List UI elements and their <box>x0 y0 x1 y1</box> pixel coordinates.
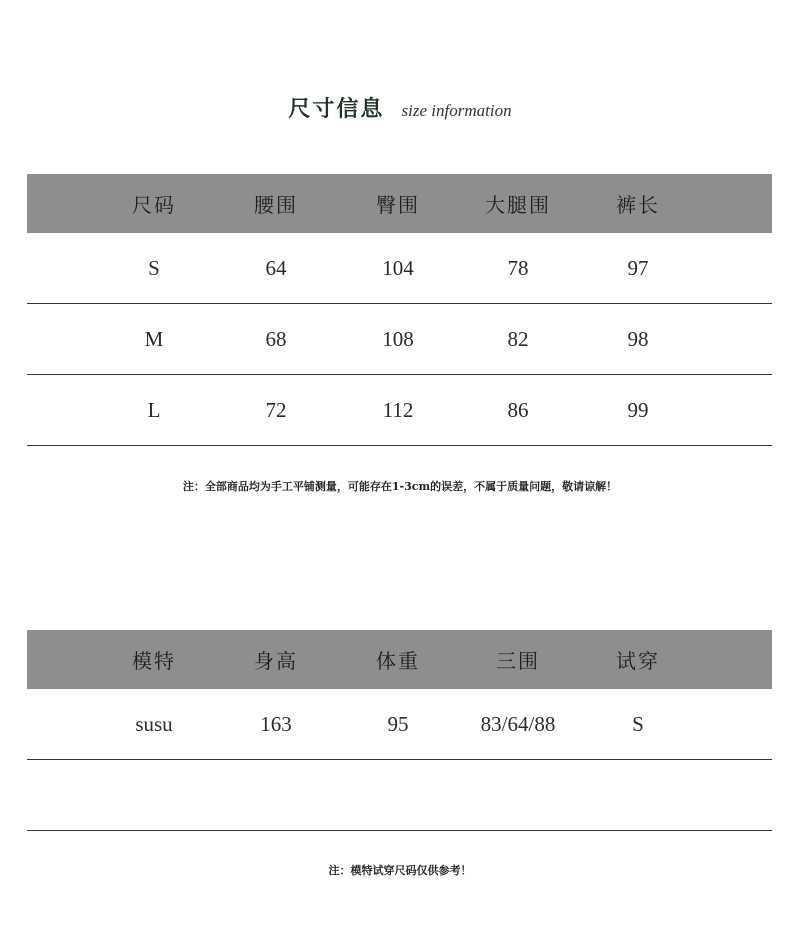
header-measurements: 三围 <box>496 649 540 673</box>
cell-waist: 68 <box>265 326 287 351</box>
cell-thigh: 82 <box>507 326 529 351</box>
model-table <box>27 630 772 831</box>
table-row <box>27 233 772 304</box>
header-fitting-size: 试穿 <box>616 649 660 673</box>
header-size: 尺码 <box>132 193 176 217</box>
cell-thigh: 78 <box>507 255 529 280</box>
table-row-empty <box>27 760 772 831</box>
size-table <box>27 174 772 446</box>
cell-hip: 108 <box>382 326 414 351</box>
cell-length: 98 <box>627 326 649 351</box>
table-row <box>27 304 772 375</box>
model-table-header <box>27 630 772 689</box>
cell-hip: 112 <box>382 397 414 422</box>
header-weight: 体重 <box>376 649 420 673</box>
table-row <box>27 375 772 446</box>
size-note: 注：全部商品均为手工平铺测量，可能存在1-3cm的误差，不属于质量问题，敬请谅解！ <box>182 480 618 493</box>
cell-thigh: 86 <box>507 397 529 422</box>
cell-model: susu <box>135 711 173 736</box>
cell-hip: 104 <box>382 255 414 280</box>
title-chinese: 尺寸信息 <box>288 96 385 122</box>
cell-waist: 72 <box>265 397 287 422</box>
size-table-header <box>27 174 772 233</box>
model-note: 注：模特试穿尺码仅供参考！ <box>328 864 472 877</box>
cell-height: 163 <box>260 711 292 736</box>
cell-waist: 64 <box>265 255 287 280</box>
cell-length: 99 <box>627 397 649 422</box>
page-title <box>0 92 800 123</box>
header-model: 模特 <box>132 649 176 673</box>
table-row <box>27 689 772 760</box>
cell-length: 97 <box>627 255 649 280</box>
cell-size: M <box>144 326 164 351</box>
header-waist: 腰围 <box>254 193 298 217</box>
cell-measurements: 83/64/88 <box>480 711 556 736</box>
header-hip: 臀围 <box>376 193 420 217</box>
header-length: 裤长 <box>616 193 660 217</box>
cell-size: L <box>147 397 161 422</box>
header-thigh: 大腿围 <box>485 193 551 217</box>
header-height: 身高 <box>254 649 298 673</box>
cell-size: S <box>148 255 160 280</box>
cell-fitting-size: S <box>632 711 644 736</box>
cell-weight: 95 <box>387 711 409 736</box>
title-english: size information <box>401 101 512 120</box>
